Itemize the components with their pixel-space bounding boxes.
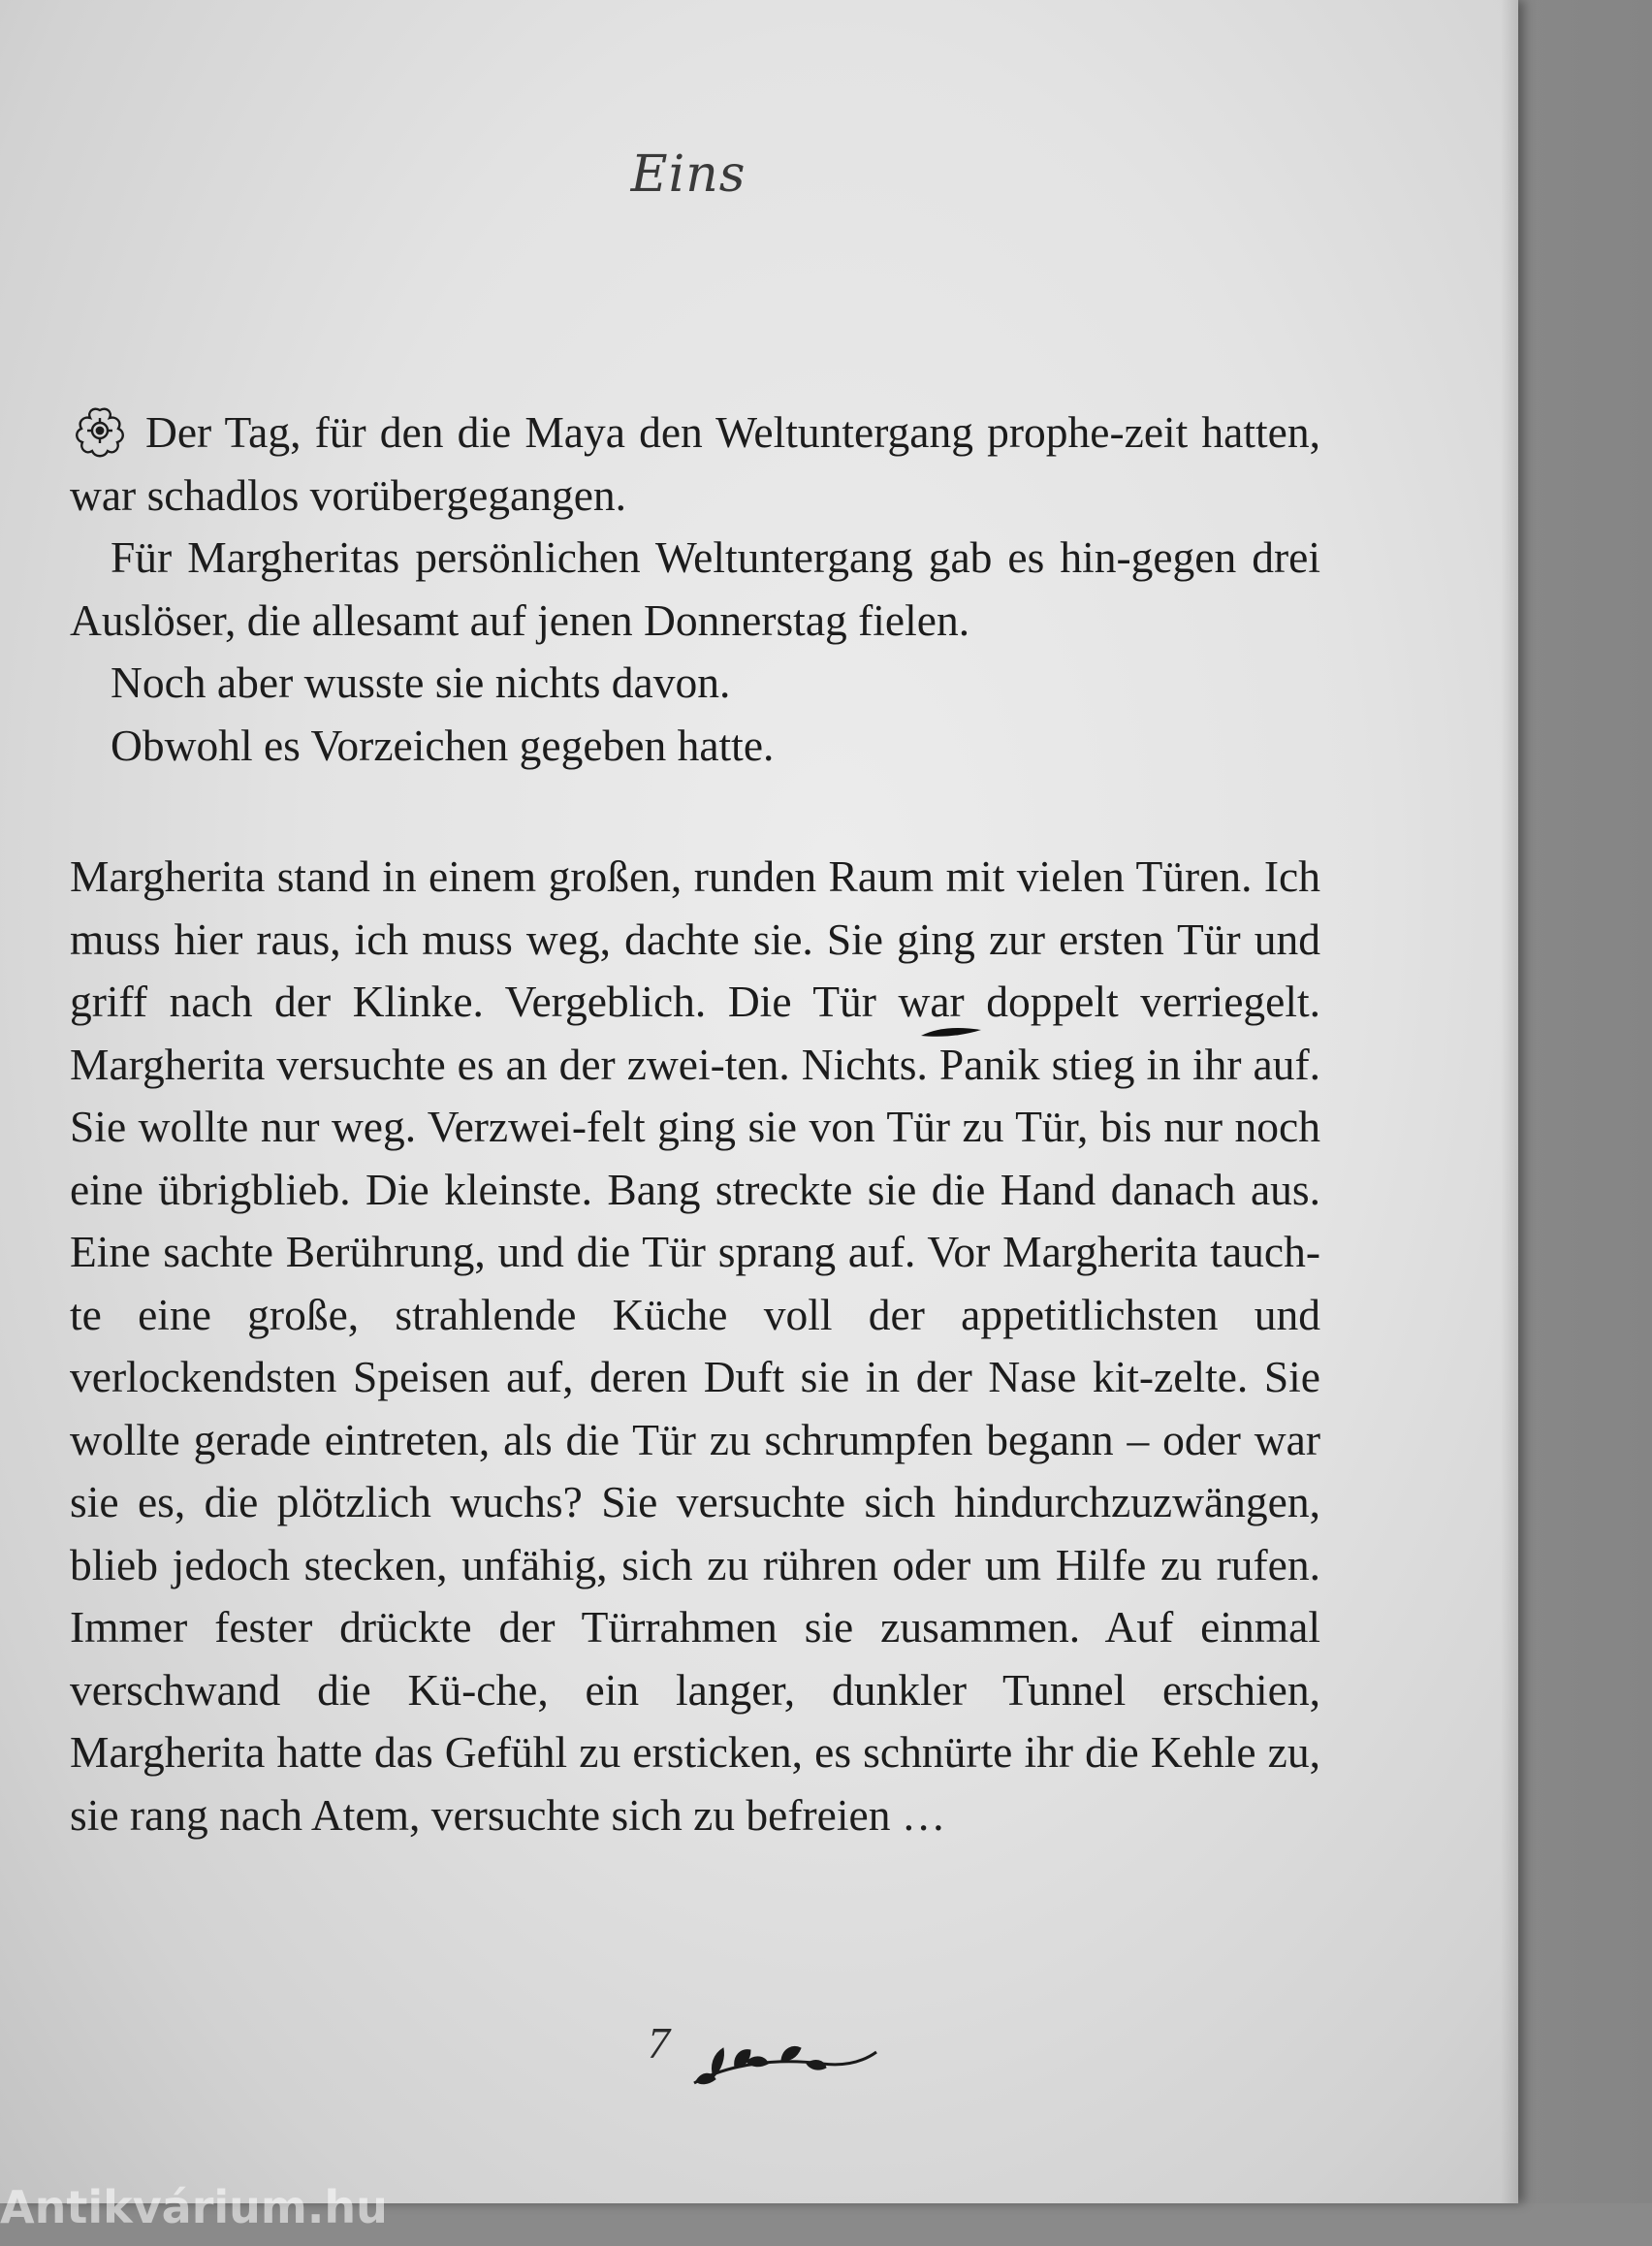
main-section: [70, 846, 1320, 1846]
intro-paragraph-2: Für Margheritas persönlichen Weltuntergang gab es hin-gegen drei Auslöser, die allesamt auf jenen Donnerstag fielen.: [70, 532, 1320, 645]
vine-flourish-icon: [690, 2025, 884, 2093]
intro-paragraph-1: [70, 401, 1320, 527]
intro-section: [70, 401, 1320, 777]
main-paragraph: Margherita stand in einem großen, runden Raum mit vielen Türen. Ich muss hier raus, ich muss weg, dachte sie. Sie ging zur ersten Tür und griff nach der Klinke. Vergeblich. Die Tür war doppelt verriegelt. Margherita versuchte es an der zwei-ten. Nichts. Panik stieg in ihr auf. Sie wollte nur weg. Verzwei-felt ging sie von Tür zu Tür, bis nur noch eine übrigblieb. Die kleinste. Bang streckte sie die Hand danach aus. Eine sachte Berührung, und die Tür sprang auf. Vor Margherita tauch-te eine große, strahlende Küche voll der appetitlichsten und verlockendsten Speisen auf, deren Duft sie in der Nase kit-zelte. Sie wollte gerade eintreten, als die Tür zu schrumpfen begann – oder war sie es, die plötzlich wuchs? Sie versuchte sich hindurchzuzwängen, blieb jedoch stecken, unfähig, sich zu rühren oder um Hilfe zu rufen. Immer fester drückte der Türrahmen sie zusammen. Auf einmal verschwand die Kü-che, ein langer, dunkler Tunnel erschien, Margherita hatte das Gefühl zu ersticken, es schnürte ihr die Kehle zu, sie rang nach Atem, versuchte sich zu befreien …: [70, 851, 1320, 1840]
page-number: 7: [648, 2018, 670, 2068]
intro-line-1: Der Tag, für den die Maya den Weltuntergang prophe-zeit hatten, war schadlos vorübergegangen.: [70, 407, 1320, 520]
intro-paragraph-4: Obwohl es Vorzeichen gegeben hatte.: [111, 720, 775, 770]
rose-ornament-icon: [70, 404, 130, 459]
pen-underline-mark: [917, 1022, 985, 1042]
chapter-title: Eins: [630, 145, 747, 204]
page-edge-shadow: [1501, 0, 1518, 2203]
intro-paragraph-3: Noch aber wusste sie nichts davon.: [111, 658, 731, 707]
watermark-text: Antikvárium.hu: [0, 2181, 388, 2233]
